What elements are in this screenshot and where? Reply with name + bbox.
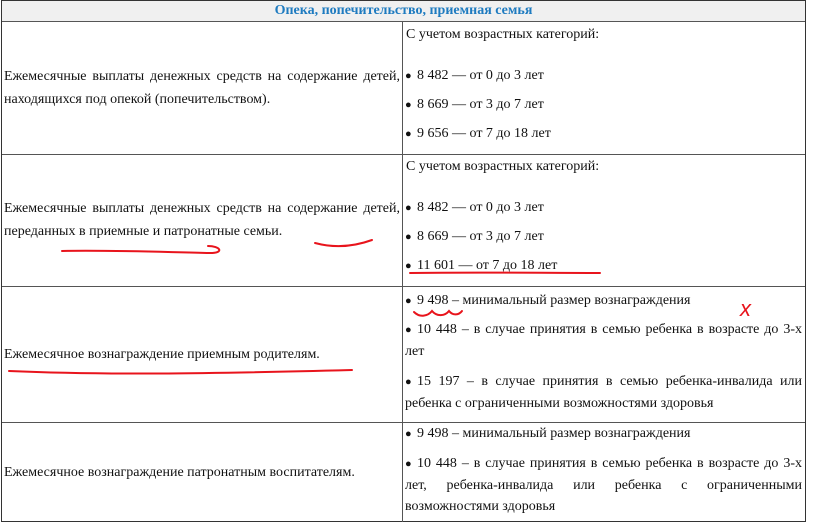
row-label-cell bbox=[2, 22, 403, 154]
table-row bbox=[2, 422, 805, 522]
bullet-icon: ● bbox=[405, 295, 412, 307]
row-values-cell bbox=[403, 154, 805, 286]
row-values-cell bbox=[403, 286, 805, 422]
bullet-icon: ● bbox=[405, 202, 412, 214]
row-label: Ежемесячные выплаты денежных средств на содержание детей, находящихся под опекой (попечительством). bbox=[4, 69, 400, 107]
table-row bbox=[2, 286, 805, 423]
table-row bbox=[2, 154, 805, 287]
bullet-icon: ● bbox=[405, 260, 412, 272]
age-categories-lead: С учетом возрастных категорий: bbox=[406, 159, 600, 174]
bullet-icon: ● bbox=[405, 70, 412, 82]
list-item: ● 10 448 – в случае принятия в семью ребенка в возрасте до 3-х лет, ребенка-инвалида или ребенка с ограниченными возможностями здоровья bbox=[405, 456, 802, 514]
row-label-cell bbox=[2, 286, 403, 422]
bullet-icon: ● bbox=[405, 231, 412, 243]
bullet-icon: ● bbox=[405, 458, 412, 470]
cross-mark: x bbox=[740, 296, 751, 321]
list-item: ● 11 601 — от 7 до 18 лет bbox=[405, 255, 802, 277]
bullet-icon: ● bbox=[405, 99, 412, 111]
list-item: ● 9 656 — от 7 до 18 лет bbox=[405, 123, 802, 145]
bullet-icon: ● bbox=[405, 428, 412, 440]
list-item: ● 8 669 — от 3 до 7 лет bbox=[405, 226, 802, 248]
row-values-cell bbox=[403, 22, 805, 154]
row-label: Ежемесячное вознаграждение патронатным воспитателям. bbox=[4, 464, 355, 480]
bullet-icon: ● bbox=[405, 128, 412, 140]
list-item: ● 8 669 — от 3 до 7 лет bbox=[405, 94, 802, 116]
list-item: ● 8 482 — от 0 до 3 лет bbox=[405, 65, 802, 87]
row-label-cell bbox=[2, 154, 403, 286]
list-item: ● 10 448 – в случае принятия в семью ребенка в возрасте до 3-х лет bbox=[405, 322, 802, 359]
list-item: ● 15 197 – в случае принятия в семью ребенка-инвалида или ребенка с ограниченными возможностями здоровья bbox=[405, 374, 802, 411]
row-label: Ежемесячное вознаграждение приемным родителям. bbox=[4, 346, 320, 362]
benefits-table bbox=[1, 0, 806, 522]
bullet-icon: ● bbox=[405, 376, 412, 388]
row-label: Ежемесячные выплаты денежных средств на содержание детей, переданных в приемные и патронатные семьи. bbox=[4, 201, 400, 239]
bullet-icon: ● bbox=[405, 324, 412, 336]
table-title: Опека, попечительство, приемная семья bbox=[2, 1, 805, 22]
list-item: ● 9 498 – минимальный размер вознаграждения bbox=[405, 423, 802, 445]
age-categories-lead: С учетом возрастных категорий: bbox=[406, 27, 600, 42]
row-values-cell bbox=[403, 422, 805, 522]
list-item: ● 8 482 — от 0 до 3 лет bbox=[405, 197, 802, 219]
table-row bbox=[2, 22, 805, 155]
list-item: ● 9 498 – минимальный размер вознаграждения bbox=[405, 290, 802, 312]
row-label-cell bbox=[2, 422, 403, 522]
